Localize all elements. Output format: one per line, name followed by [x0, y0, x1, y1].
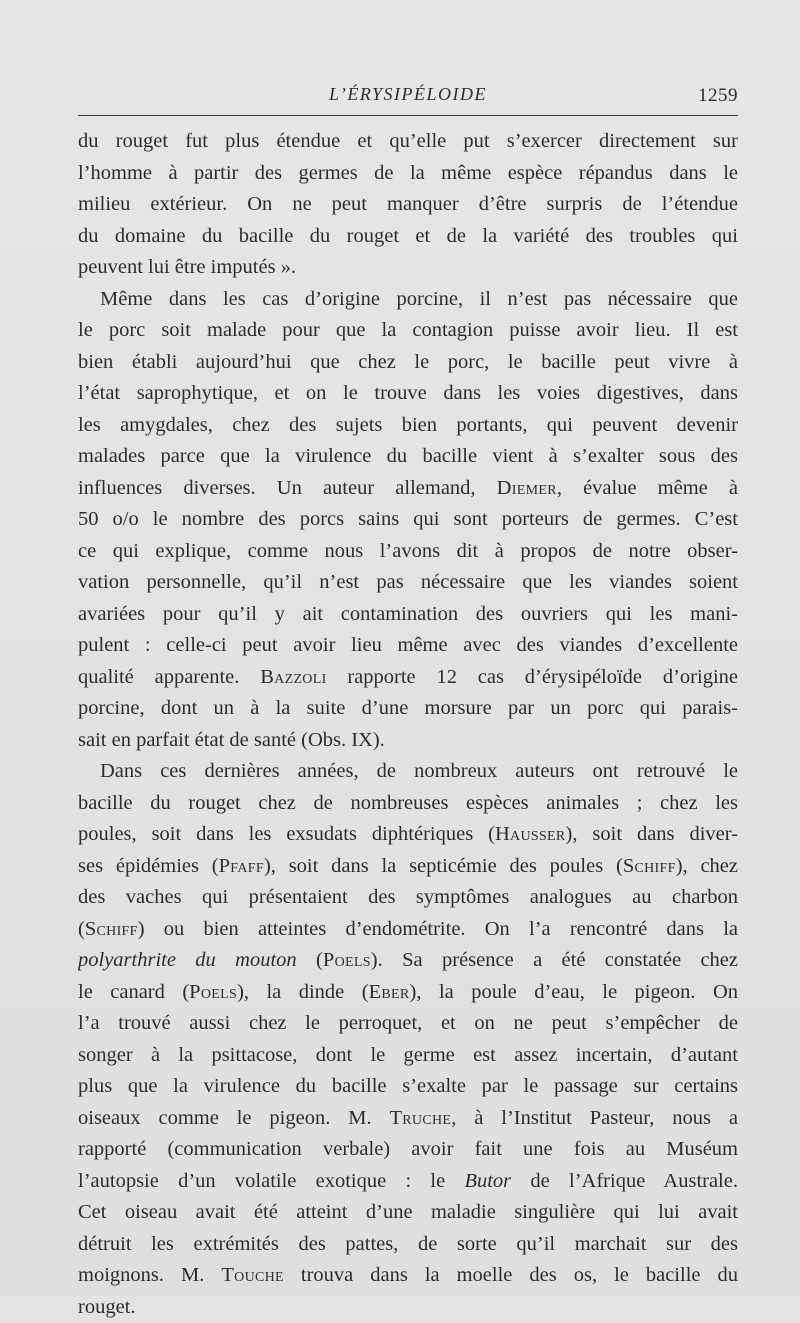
author-name: Truche — [389, 1107, 451, 1129]
text-line — [78, 252, 738, 284]
text-run: oiseaux comme le pigeon. M. — [78, 1107, 389, 1129]
text-line — [78, 1166, 738, 1198]
text-line — [78, 882, 738, 914]
text-run: poules, soit dans les exsudats diphtériques ( — [78, 823, 495, 845]
text-line — [78, 536, 738, 568]
text-line — [78, 630, 738, 662]
text-run: rouget. — [78, 1296, 136, 1318]
text-run: les amygdales, chez des sujets bien portants, qui peuvent devenir — [78, 414, 738, 436]
text-line — [78, 410, 738, 442]
text-line — [78, 977, 738, 1009]
text-run: pulent : celle-ci peut avoir lieu même avec des viandes d’excellente — [78, 634, 738, 656]
text-line — [78, 315, 738, 347]
text-line — [78, 693, 738, 725]
text-line — [78, 1292, 738, 1323]
text-run: le porc soit malade pour que la contagion puisse avoir lieu. Il est — [78, 319, 738, 341]
text-run: peuvent lui être imputés ». — [78, 256, 296, 278]
text-run: l’autopsie d’un volatile exotique : le — [78, 1170, 464, 1192]
running-title: L’ÉRYSIPÉLOIDE — [78, 84, 738, 105]
text-run: qualité apparente. — [78, 666, 260, 688]
text-run: porcine, dont un à la suite d’une morsure par un porc qui parais- — [78, 697, 738, 719]
text-run: ), la dinde ( — [237, 981, 369, 1003]
text-run: l’a trouvé aussi chez le perroquet, et on ne peut s’empêcher de — [78, 1012, 738, 1034]
text-line — [78, 662, 738, 694]
text-run: trouva dans la moelle des os, le bacille du — [284, 1264, 738, 1286]
text-run: Cet oiseau avait été atteint d’une maladie singulière qui lui avait — [78, 1201, 738, 1223]
text-run: milieu extérieur. On ne peut manquer d’être surpris de l’étendue — [78, 193, 738, 215]
text-run: Dans ces dernières années, de nombreux auteurs ont retrouvé le — [100, 760, 738, 782]
text-run: détruit les extrémités des pattes, de sorte qu’il marchait sur des — [78, 1233, 738, 1255]
text-run: ), soit dans diver- — [566, 823, 738, 845]
author-name: Bazzoli — [260, 666, 326, 688]
text-run: ), la poule d’eau, le pigeon. On — [410, 981, 738, 1003]
text-run: du rouget fut plus étendue et qu’elle put s’exercer directement sur — [78, 130, 738, 152]
text-run: rapporte 12 cas d’érysipéloïde d’origine — [327, 666, 738, 688]
italic-term: polyarthrite du mouton — [78, 949, 297, 971]
text-line — [78, 599, 738, 631]
text-run: des vaches qui présentaient des symptômes analogues au charbon — [78, 886, 738, 908]
body-text — [78, 126, 738, 1323]
text-line — [78, 1071, 738, 1103]
text-run: bien établi aujourd’hui que chez le porc, le bacille peut vivre à — [78, 351, 738, 373]
text-run: ce qui explique, comme nous l’avons dit à propos de notre obser- — [78, 540, 738, 562]
text-run: ) ou bien atteintes d’endométrite. On l’a rencontré dans la — [138, 918, 738, 940]
text-run: l’état saprophytique, et on le trouve dans les voies digestives, dans — [78, 382, 738, 404]
text-run: songer à la psittacose, dont le germe est assez incertain, d’autant — [78, 1044, 738, 1066]
text-run: plus que la virulence du bacille s’exalte par le passage sur certains — [78, 1075, 738, 1097]
text-line — [78, 1229, 738, 1261]
header-rule — [78, 115, 738, 116]
author-name: Eber — [369, 981, 410, 1003]
text-line — [78, 1008, 738, 1040]
text-line — [78, 189, 738, 221]
text-run: rapporté (communication verbale) avoir fait une fois au Muséum — [78, 1138, 738, 1160]
text-run: , évalue même à — [557, 477, 738, 499]
text-run: influences diverses. Un auteur allemand, — [78, 477, 497, 499]
text-run: vation personnelle, qu’il n’est pas nécessaire que les viandes soient — [78, 571, 738, 593]
running-head — [78, 84, 738, 114]
text-run: de l’Afrique Australe. — [511, 1170, 738, 1192]
text-line — [78, 284, 738, 316]
text-line — [78, 1260, 738, 1292]
text-line — [78, 1197, 738, 1229]
text-line — [78, 788, 738, 820]
text-line — [78, 473, 738, 505]
text-run: avariées pour qu’il y ait contamination des ouvriers qui les mani- — [78, 603, 738, 625]
author-name: Poels — [323, 949, 371, 971]
text-line — [78, 504, 738, 536]
text-run: le canard ( — [78, 981, 189, 1003]
author-name: Schiff — [85, 918, 138, 940]
author-name: Schiff — [623, 855, 676, 877]
page-number: 1259 — [698, 85, 738, 107]
text-line — [78, 819, 738, 851]
text-line — [78, 347, 738, 379]
text-line — [78, 914, 738, 946]
text-line — [78, 1134, 738, 1166]
author-name: Diemer — [497, 477, 557, 499]
author-name: Pfaff — [219, 855, 264, 877]
text-run: ses épidémies ( — [78, 855, 219, 877]
text-line — [78, 126, 738, 158]
text-run: 50 o/o le nombre des porcs sains qui sont porteurs de germes. C’est — [78, 508, 738, 530]
text-run: ), chez — [676, 855, 738, 877]
text-line — [78, 1040, 738, 1072]
text-run: ( — [297, 949, 323, 971]
text-run: ). Sa présence a été constatée chez — [371, 949, 738, 971]
text-line — [78, 945, 738, 977]
text-line — [78, 378, 738, 410]
text-run: bacille du rouget chez de nombreuses espèces animales ; chez les — [78, 792, 738, 814]
text-line — [78, 567, 738, 599]
text-run: sait en parfait état de santé (Obs. IX). — [78, 729, 385, 751]
text-run: moignons. M. — [78, 1264, 221, 1286]
text-run: ), soit dans la septicémie des poules ( — [264, 855, 623, 877]
text-run: Même dans les cas d’origine porcine, il n’est pas nécessaire que — [100, 288, 738, 310]
text-line — [78, 725, 738, 757]
text-run: malades parce que la virulence du bacille vient à s’exalter sous des — [78, 445, 738, 467]
text-run: , à l’Institut Pasteur, nous a — [451, 1107, 738, 1129]
text-line — [78, 221, 738, 253]
author-name: Hausser — [495, 823, 566, 845]
text-run: ( — [78, 918, 85, 940]
author-name: Touche — [221, 1264, 284, 1286]
text-line — [78, 158, 738, 190]
text-line — [78, 756, 738, 788]
italic-term: Butor — [464, 1170, 511, 1192]
author-name: Poels — [189, 981, 237, 1003]
text-run: du domaine du bacille du rouget et de la variété des troubles qui — [78, 225, 738, 247]
text-line — [78, 441, 738, 473]
text-run: l’homme à partir des germes de la même espèce répandus dans le — [78, 162, 738, 184]
text-line — [78, 1103, 738, 1135]
text-line — [78, 851, 738, 883]
